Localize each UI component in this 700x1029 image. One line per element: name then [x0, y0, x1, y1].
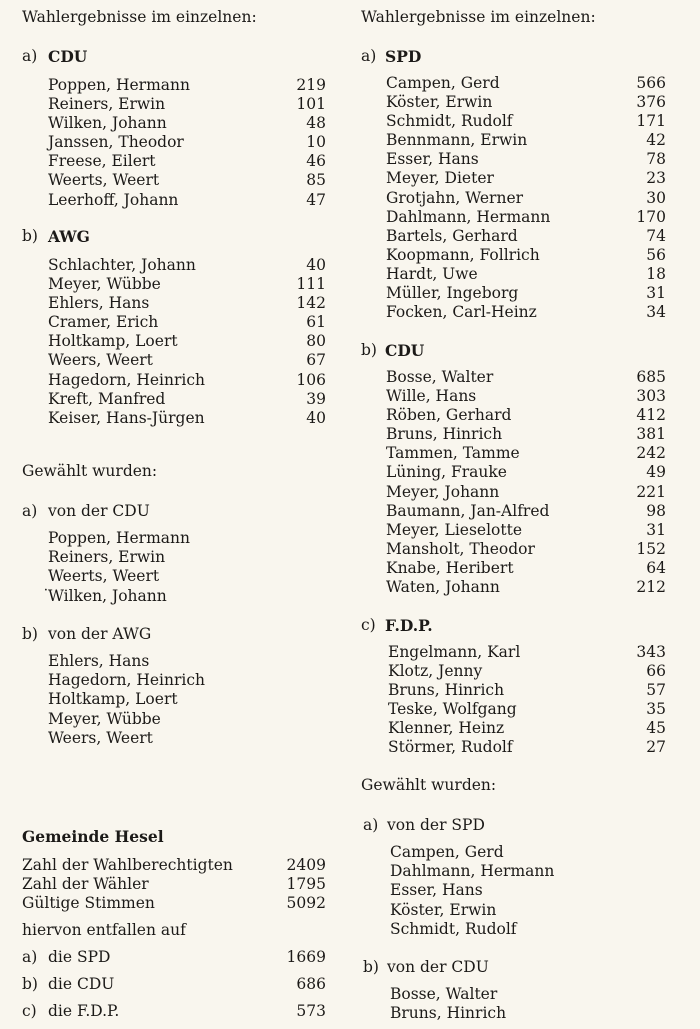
distribution-heading: hiervon entfallen auf	[22, 921, 186, 939]
elected-row	[390, 843, 650, 862]
candidate-votes: 57	[646, 681, 666, 700]
candidate-votes: 30	[646, 188, 666, 207]
candidate-name: Weerts, Weert	[48, 171, 160, 190]
municipality-title: Gemeinde Hesel	[22, 827, 164, 846]
candidate-name: Klenner, Heinz	[388, 719, 505, 738]
candidate-row	[48, 152, 326, 171]
candidate-votes: 106	[296, 370, 326, 389]
elected-list-cdu	[390, 985, 650, 1023]
candidate-name: Weers, Weert	[48, 351, 153, 370]
stat-row	[22, 894, 326, 913]
results-list-awg	[48, 256, 326, 428]
candidate-votes: 42	[646, 131, 666, 150]
candidate-row	[48, 371, 326, 390]
candidate-votes: 40	[306, 408, 326, 427]
stat-value: 1795	[286, 875, 326, 893]
party-name: AWG	[48, 227, 90, 246]
stat-value: 2409	[286, 856, 326, 874]
candidate-name: Knabe, Heribert	[386, 558, 514, 577]
candidate-votes: 39	[306, 389, 326, 408]
elected-name: Weers, Weert	[48, 728, 153, 747]
party-total-row	[22, 975, 326, 994]
municipality-stats	[22, 856, 326, 913]
candidate-row	[386, 265, 666, 284]
elected-name: Köster, Erwin	[390, 900, 497, 919]
candidate-name: Ehlers, Hans	[48, 294, 150, 313]
candidate-name: Esser, Hans	[386, 150, 479, 169]
section-letter: b)	[363, 958, 379, 976]
party-total-label: die CDU	[48, 975, 115, 993]
candidate-votes: 78	[646, 150, 666, 169]
candidate-votes: 685	[636, 368, 666, 386]
party-name: CDU	[48, 47, 88, 66]
candidate-votes: 171	[636, 112, 666, 131]
candidate-name: Hagedorn, Heinrich	[48, 370, 206, 389]
stat-row	[22, 856, 326, 875]
candidate-votes: 101	[296, 95, 326, 114]
candidate-votes: 85	[306, 171, 326, 190]
candidate-row	[386, 208, 666, 227]
stat-label: Gültige Stimmen	[22, 894, 155, 912]
candidate-name: Waten, Johann	[386, 578, 500, 597]
elected-name: Poppen, Hermann	[48, 529, 190, 547]
candidate-name: Bosse, Walter	[386, 368, 494, 386]
section-letter: a)	[361, 47, 377, 65]
candidate-name: Mansholt, Theodor	[386, 539, 535, 558]
candidate-votes: 27	[646, 738, 666, 757]
party-total-label: die SPD	[48, 948, 111, 966]
candidate-name: Schmidt, Rudolf	[386, 112, 513, 131]
candidate-votes: 31	[646, 520, 666, 539]
candidate-row	[388, 700, 666, 719]
candidate-row	[48, 332, 326, 351]
candidate-row	[386, 368, 666, 387]
elected-row	[42, 586, 308, 606]
candidate-name: Reiners, Erwin	[48, 95, 166, 114]
candidate-name: Campen, Gerd	[386, 74, 500, 92]
candidate-name: Poppen, Hermann	[48, 76, 190, 94]
elected-name: Holtkamp, Loert	[48, 690, 178, 709]
candidate-name: Holtkamp, Loert	[48, 332, 178, 351]
candidate-row	[386, 444, 666, 463]
candidate-votes: 61	[306, 313, 326, 332]
candidate-votes: 64	[646, 558, 666, 577]
elected-row	[390, 985, 650, 1004]
section-letter: c)	[22, 1002, 37, 1020]
candidate-name: Focken, Carl-Heinz	[386, 303, 537, 322]
candidate-name: Meyer, Dieter	[386, 169, 494, 188]
candidate-name: Tammen, Tamme	[386, 444, 520, 463]
section-letter: a)	[22, 948, 38, 966]
results-list-fdp	[388, 643, 666, 758]
candidate-name: Baumann, Jan-Alfred	[386, 501, 550, 520]
elected-heading: Gewählt wurden:	[22, 462, 158, 480]
elected-group-label: von der SPD	[387, 816, 485, 834]
candidate-votes: 46	[306, 152, 326, 171]
candidate-votes: 18	[646, 264, 666, 283]
candidate-name: Köster, Erwin	[386, 93, 493, 112]
print-speck: ˙	[42, 586, 50, 605]
candidate-name: Grotjahn, Werner	[386, 188, 524, 207]
candidate-votes: 35	[646, 700, 666, 719]
candidate-row	[48, 390, 326, 409]
elected-group-label: von der CDU	[48, 502, 150, 520]
candidate-votes: 47	[306, 190, 326, 209]
candidate-votes: 412	[636, 406, 666, 425]
elected-name: Ehlers, Hans	[48, 652, 150, 670]
candidate-row	[386, 150, 666, 169]
elected-list-awg	[48, 652, 308, 748]
results-list-cdu	[48, 76, 326, 210]
section-letter: a)	[22, 502, 38, 520]
candidate-votes: 212	[636, 578, 666, 597]
candidate-row	[48, 351, 326, 370]
party-total-row	[22, 1002, 326, 1021]
candidate-row	[48, 256, 326, 275]
candidate-name: Leerhoff, Johann	[48, 190, 179, 209]
party-name: CDU	[385, 341, 425, 360]
candidate-name: Bruns, Hinrich	[388, 681, 505, 700]
candidate-row	[386, 578, 666, 597]
candidate-row	[386, 284, 666, 303]
elected-row	[48, 729, 308, 748]
candidate-row	[386, 540, 666, 559]
candidate-votes: 566	[636, 74, 666, 92]
elected-row	[48, 690, 308, 709]
elected-name: Bosse, Walter	[390, 985, 498, 1003]
elected-row	[48, 671, 308, 690]
candidate-name: Freese, Eilert	[48, 152, 156, 171]
elected-name: Hagedorn, Heinrich	[48, 671, 206, 690]
candidate-votes: 67	[306, 351, 326, 370]
elected-row	[48, 710, 308, 729]
candidate-row	[48, 191, 326, 210]
elected-row	[48, 529, 308, 548]
candidate-name: Müller, Ingeborg	[386, 284, 519, 303]
candidate-name: Meyer, Wübbe	[48, 275, 161, 294]
candidate-row	[48, 114, 326, 133]
candidate-votes: 34	[646, 303, 666, 322]
stat-value: 5092	[286, 894, 326, 912]
section-letter: b)	[361, 341, 377, 359]
candidate-name: Teske, Wolfgang	[388, 700, 517, 719]
candidate-votes: 170	[636, 207, 666, 226]
results-list-spd	[386, 74, 666, 322]
elected-name: Weerts, Weert	[48, 567, 160, 586]
party-name: F.D.P.	[385, 616, 433, 635]
stat-label: Zahl der Wahlberechtigten	[22, 856, 233, 874]
elected-row	[390, 901, 650, 920]
candidate-name: Kreft, Manfred	[48, 389, 166, 408]
candidate-name: Klotz, Jenny	[388, 662, 483, 681]
party-total-label: die F.D.P.	[48, 1002, 120, 1020]
elected-group-label: von der CDU	[387, 958, 489, 976]
candidate-votes: 111	[296, 275, 326, 294]
candidate-name: Bennmann, Erwin	[386, 131, 528, 150]
candidate-votes: 343	[636, 643, 666, 661]
candidate-votes: 10	[306, 133, 326, 152]
candidate-votes: 221	[636, 482, 666, 501]
candidate-row	[386, 131, 666, 150]
elected-row	[48, 567, 308, 586]
candidate-row	[48, 409, 326, 428]
candidate-votes: 49	[646, 463, 666, 482]
elected-row	[48, 652, 308, 671]
elected-name: Dahlmann, Hermann	[390, 862, 555, 881]
candidate-row	[48, 95, 326, 114]
elected-row	[390, 862, 650, 881]
candidate-row	[386, 303, 666, 322]
candidate-row	[388, 719, 666, 738]
candidate-votes: 219	[296, 76, 326, 94]
candidate-name: Bruns, Hinrich	[386, 425, 503, 444]
elected-row	[390, 1004, 650, 1023]
elected-group-label: von der AWG	[48, 625, 152, 643]
candidate-row	[48, 313, 326, 332]
results-heading: Wahlergebnisse im einzelnen:	[22, 8, 257, 26]
candidate-votes: 242	[636, 444, 666, 463]
elected-name: Esser, Hans	[390, 881, 483, 900]
candidate-name: Koopmann, Follrich	[386, 245, 540, 264]
stat-row	[22, 875, 326, 894]
elected-name: Schmidt, Rudolf	[390, 919, 517, 938]
candidate-row	[386, 227, 666, 246]
section-letter: b)	[22, 625, 38, 643]
elected-heading: Gewählt wurden:	[361, 776, 497, 794]
candidate-name: Wilken, Johann	[48, 114, 167, 133]
party-total-value: 686	[296, 975, 326, 993]
candidate-votes: 56	[646, 245, 666, 264]
elected-name: Bruns, Hinrich	[390, 1004, 507, 1023]
section-letter: b)	[22, 227, 38, 245]
candidate-name: Schlachter, Johann	[48, 256, 196, 274]
candidate-row	[386, 246, 666, 265]
elected-name: Wilken, Johann	[48, 586, 167, 605]
stat-label: Zahl der Wähler	[22, 875, 149, 893]
candidate-row	[386, 483, 666, 502]
candidate-votes: 74	[646, 226, 666, 245]
elected-row	[48, 548, 308, 567]
candidate-row	[48, 294, 326, 313]
candidate-name: Engelmann, Karl	[388, 643, 521, 661]
elected-name: Reiners, Erwin	[48, 548, 166, 567]
candidate-name: Wille, Hans	[386, 387, 477, 406]
candidate-row	[386, 387, 666, 406]
candidate-row	[386, 406, 666, 425]
candidate-row	[386, 169, 666, 188]
candidate-name: Röben, Gerhard	[386, 406, 512, 425]
party-total-value: 1669	[286, 948, 326, 966]
elected-name: Campen, Gerd	[390, 843, 504, 861]
candidate-name: Keiser, Hans-Jürgen	[48, 408, 205, 427]
candidate-row	[386, 74, 666, 93]
candidate-name: Meyer, Lieselotte	[386, 520, 523, 539]
candidate-votes: 381	[636, 425, 666, 444]
candidate-votes: 80	[306, 332, 326, 351]
candidate-votes: 152	[636, 539, 666, 558]
candidate-row	[388, 662, 666, 681]
results-heading: Wahlergebnisse im einzelnen:	[361, 8, 596, 26]
candidate-name: Cramer, Erich	[48, 313, 159, 332]
party-name: SPD	[385, 47, 422, 66]
candidate-votes: 40	[306, 256, 326, 274]
candidate-votes: 31	[646, 284, 666, 303]
section-letter: a)	[22, 47, 38, 65]
candidate-row	[388, 643, 666, 662]
candidate-name: Lüning, Frauke	[386, 463, 507, 482]
candidate-votes: 48	[306, 114, 326, 133]
section-letter: a)	[363, 816, 379, 834]
candidate-votes: 66	[646, 662, 666, 681]
candidate-name: Dahlmann, Hermann	[386, 207, 551, 226]
candidate-name: Meyer, Johann	[386, 482, 500, 501]
candidate-row	[386, 189, 666, 208]
candidate-row	[48, 171, 326, 190]
candidate-votes: 98	[646, 501, 666, 520]
elected-name: Meyer, Wübbe	[48, 709, 161, 728]
candidate-name: Störmer, Rudolf	[388, 738, 513, 757]
candidate-votes: 303	[636, 387, 666, 406]
candidate-row	[48, 275, 326, 294]
elected-list-spd	[390, 843, 650, 939]
candidate-votes: 376	[636, 93, 666, 112]
results-list-cdu	[386, 368, 666, 597]
candidate-row	[48, 76, 326, 95]
candidate-name: Bartels, Gerhard	[386, 226, 518, 245]
candidate-row	[386, 425, 666, 444]
candidate-row	[388, 738, 666, 757]
candidate-name: Hardt, Uwe	[386, 264, 478, 283]
candidate-row	[386, 502, 666, 521]
candidate-votes: 23	[646, 169, 666, 188]
candidate-row	[386, 112, 666, 131]
elected-list-cdu	[42, 529, 308, 606]
candidate-name: Janssen, Theodor	[48, 133, 184, 152]
candidate-row	[386, 521, 666, 540]
candidate-row	[386, 93, 666, 112]
candidate-row	[386, 463, 666, 482]
elected-row	[390, 920, 650, 939]
candidate-votes: 45	[646, 719, 666, 738]
party-total-row	[22, 948, 326, 967]
section-letter: b)	[22, 975, 38, 993]
candidate-row	[386, 559, 666, 578]
elected-row	[390, 881, 650, 900]
candidate-row	[388, 681, 666, 700]
candidate-row	[48, 133, 326, 152]
section-letter: c)	[361, 616, 376, 634]
candidate-votes: 142	[296, 294, 326, 313]
party-total-value: 573	[296, 1002, 326, 1020]
